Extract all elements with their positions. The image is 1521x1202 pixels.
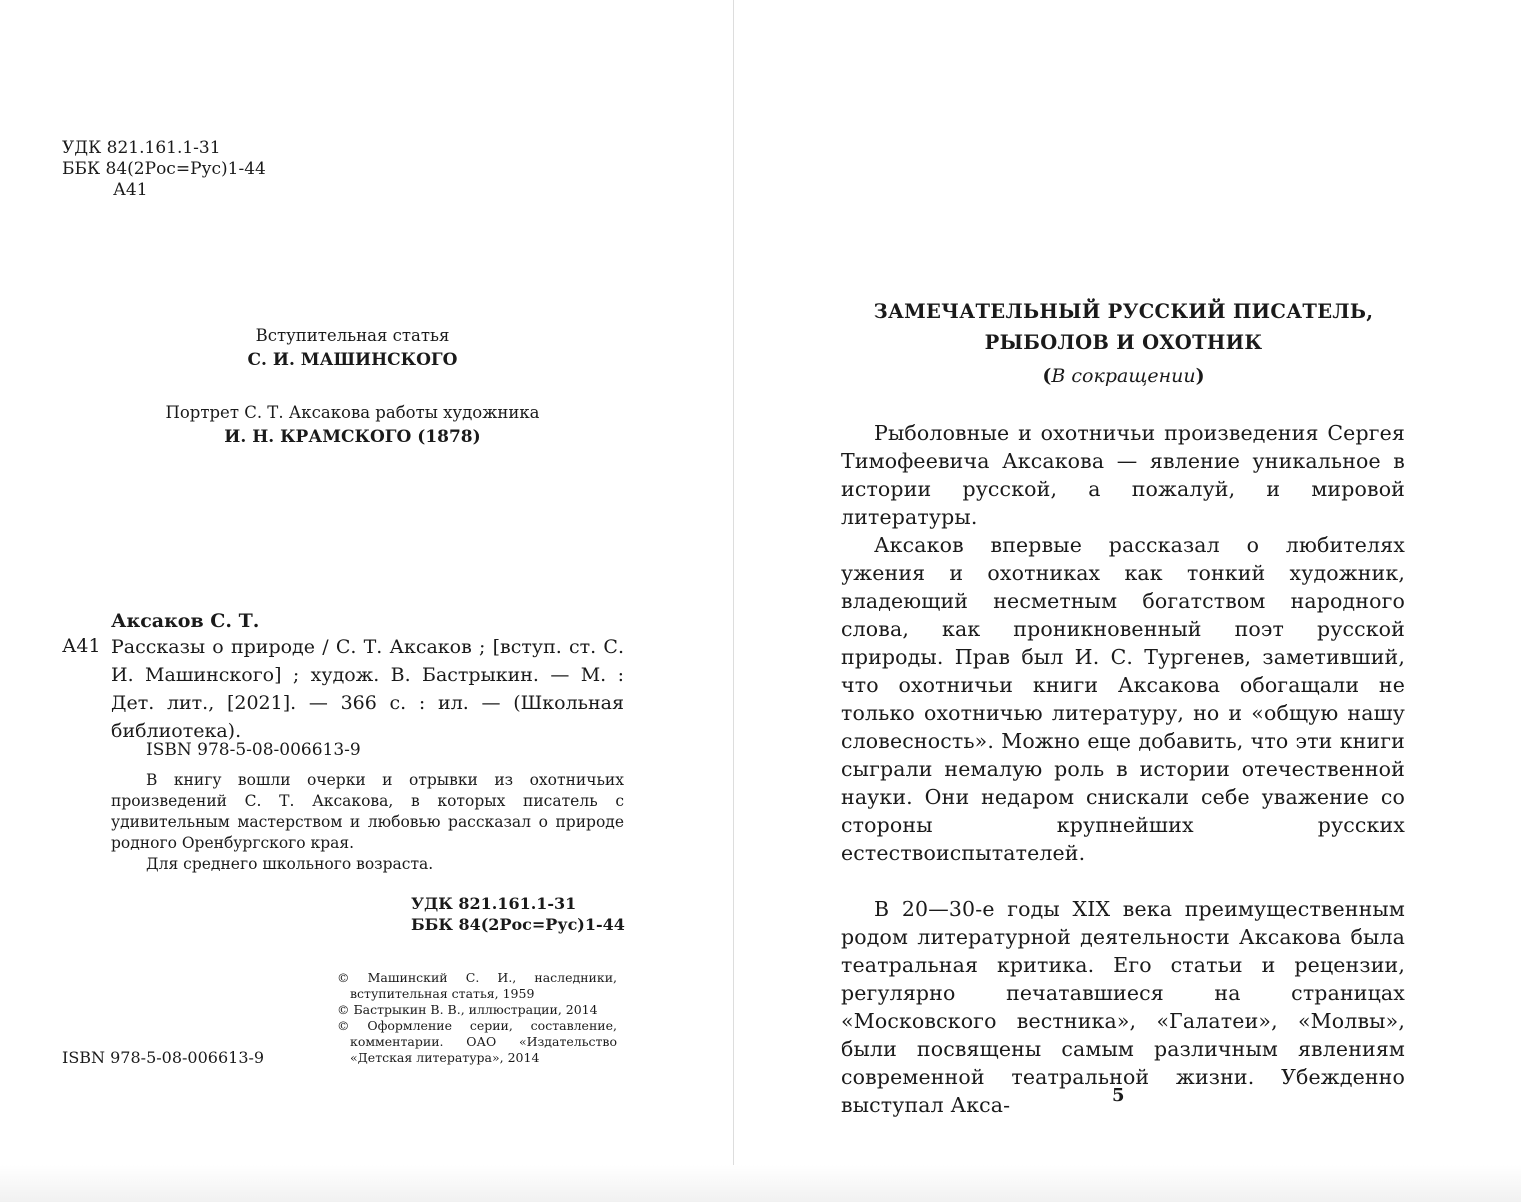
- catalog-description: [111, 633, 624, 745]
- portrait-artist: И. Н. КРАМСКОГО (1878): [224, 427, 481, 447]
- catalog-bbk: ББК 84(2Рос=Рус)1-44: [411, 915, 625, 934]
- page-bottom-shadow: [0, 1165, 1521, 1202]
- catalog-description-text: Рассказы о природе / С. Т. Аксаков ; [вступ. ст. С. И. Машинского] ; худож. В. Бастрыкин. — М. : Дет. лит., [2021]. — 366 с. : ил. — (Школьная библиотека).: [111, 636, 624, 742]
- chapter-subtitle: [845, 365, 1402, 387]
- catalog-isbn: ISBN 978-5-08-006613-9: [146, 740, 361, 760]
- annotation-text: В книгу вошли очерки и отрывки из охотничьих произведений С. Т. Аксакова, в которых писатель с удивительным мастерством и любовью рассказал о природе родного Оренбургского края.: [111, 771, 624, 852]
- isbn-bottom: ISBN 978-5-08-006613-9: [62, 1048, 265, 1067]
- chapter-title-line-2: РЫБОЛОВ И ОХОТНИК: [984, 331, 1263, 354]
- age-recommendation: Для среднего школьного возраста.: [146, 855, 434, 873]
- chapter-title-line-1: ЗАМЕЧАТЕЛЬНЫЙ РУССКИЙ ПИСАТЕЛЬ,: [873, 300, 1374, 323]
- catalog-code: А41: [62, 635, 101, 657]
- copyright-line: © Оформление серии, составление, комментарии. ОАО «Издательство «Детская литература», 2014: [337, 1018, 617, 1065]
- author-mark: А41: [113, 180, 148, 200]
- copyright-line: © Машинский С. И., наследники, вступительная статья, 1959: [337, 970, 617, 1001]
- article-body: [841, 419, 1405, 1119]
- subtitle-open-paren: (: [1042, 365, 1052, 387]
- chapter-title: [845, 296, 1402, 358]
- paragraph: Рыболовные и охотничьи произведения Сергея Тимофеевича Аксакова — явление уникальное в истории русской, а пожалуй, и мировой литературы.: [841, 421, 1405, 529]
- copyright-block: [337, 970, 617, 1066]
- catalog-udk: УДК 821.161.1-31: [411, 894, 577, 913]
- copyright-line: © Бастрыкин В. В., иллюстрации, 2014: [337, 1002, 598, 1017]
- subtitle-text: В сокращении: [1051, 365, 1196, 387]
- classification-codes: [62, 138, 266, 201]
- page-number: 5: [1112, 1085, 1125, 1106]
- catalog-author-heading: Аксаков С. Т.: [111, 610, 260, 632]
- intro-article-credit: [130, 324, 575, 372]
- left-page: [0, 0, 733, 1202]
- paragraph: Аксаков впервые рассказал о любителях ужения и охотниках как тонкий художник, владеющий несметным богатством народного слова, как проникновенный поэт русской природы. Прав был И. С. Тургенев, заметивший, что охотничьи книги Аксакова обогащали не только охотничью литературу, но и «общую нашу словесность». Можно еще добавить, что эти книги сыграли немалую роль в истории отечественной науки. Они недаром снискали себе уважение со стороны крупнейших русских естествоиспытателей.: [841, 533, 1405, 865]
- annotation: [111, 770, 624, 875]
- udk-code: УДК 821.161.1-31: [62, 138, 221, 158]
- intro-article-label: Вступительная статья: [255, 326, 450, 345]
- intro-article-author: С. И. МАШИНСКОГО: [247, 350, 458, 370]
- bbk-code: ББК 84(2Рос=Рус)1-44: [62, 159, 266, 179]
- paragraph: В 20—30-е годы XIX века преимущественным родом литературной деятельности Аксакова была театральная критика. Его статьи и рецензии, регулярно печатавшиеся на страницах «Московского вестника», «Галатеи», «Молвы», были посвящены самым различным явлениям современной театральной жизни. Убежденно выступал Акса-: [841, 897, 1405, 1117]
- catalog-classification: [411, 893, 625, 935]
- subtitle-close-paren: ): [1195, 365, 1205, 387]
- portrait-label: Портрет С. Т. Аксакова работы художника: [165, 403, 540, 422]
- portrait-credit: [130, 400, 575, 450]
